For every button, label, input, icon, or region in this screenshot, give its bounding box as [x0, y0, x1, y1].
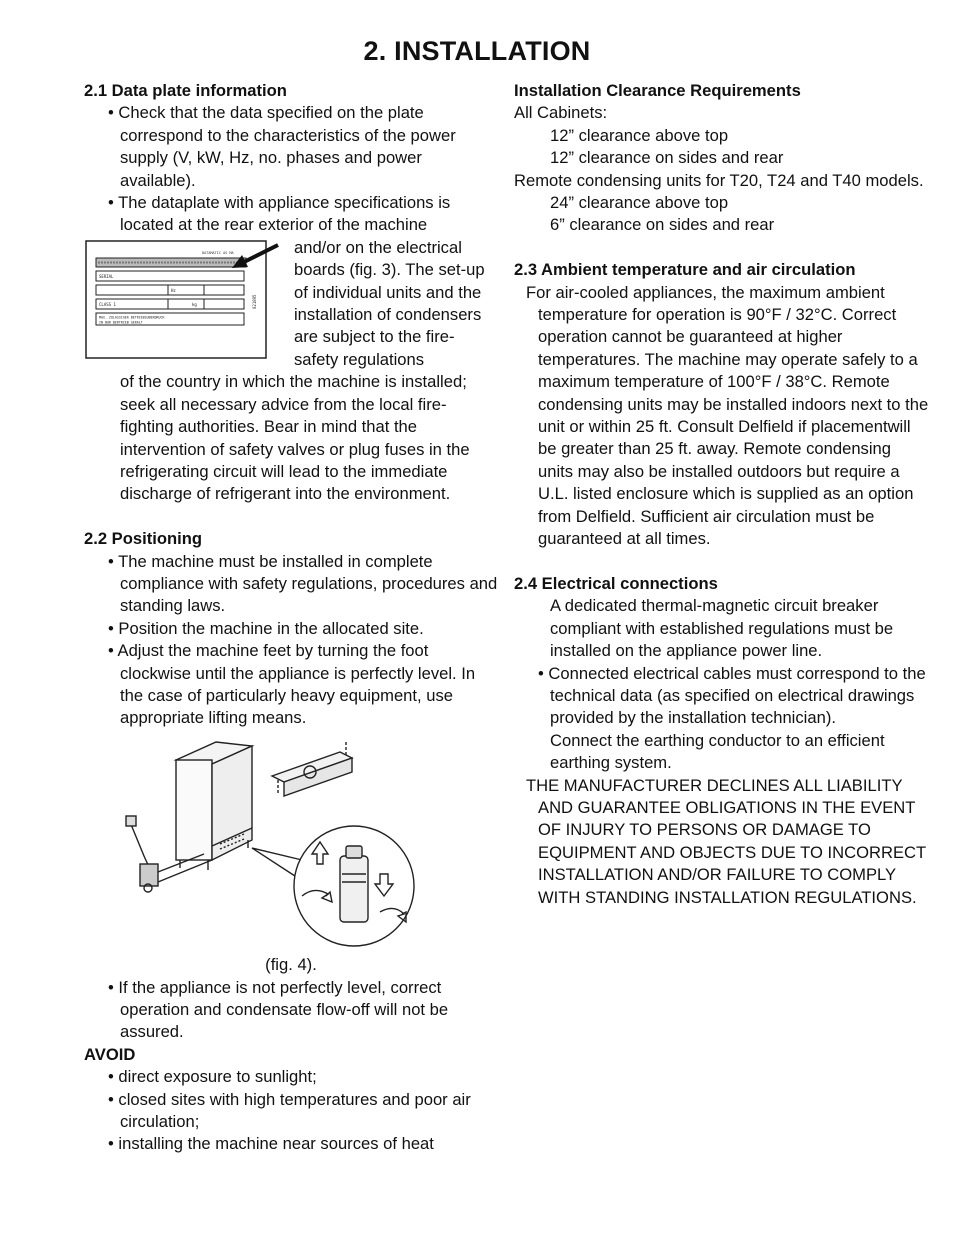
- page-title: 2. INSTALLATION: [363, 36, 591, 66]
- plate-side-code: 021895: [252, 294, 257, 309]
- arrow-icon: [232, 245, 278, 268]
- figure-4: [84, 736, 498, 954]
- plate-footer-line-2: IN BAR BERTRIEB GERALT: [99, 320, 143, 325]
- avoid-item: • installing the machine near sources of heat: [108, 1134, 434, 1154]
- avoid-item: • direct exposure to sunlight;: [108, 1067, 317, 1087]
- left-column: [84, 80, 498, 1156]
- section-2-4-heading: 2.4 Electrical connections: [514, 573, 718, 593]
- electrical-para-1: A dedicated thermal-magnetic circuit breaker compliant with established regulations must be installed on the appliance power line.: [550, 596, 894, 661]
- clearance-heading: Installation Clearance Requirements: [514, 81, 801, 100]
- foot-bracket-drawing: [272, 742, 352, 796]
- clearance-line: 12” clearance above top: [550, 125, 729, 145]
- leveling-illustration: [84, 736, 498, 948]
- section-2-3-heading: 2.3 Ambient temperature and air circulation: [514, 260, 856, 280]
- plate-kg-label: kg: [192, 301, 197, 307]
- electrical-bullet-1: • Connected electrical cables must correspond to the technical data (as specified on electrical drawings provided by the installation technician).: [538, 663, 926, 728]
- clearance-all-cabinets: All Cabinets:: [514, 103, 608, 123]
- data-plate-wrap-block: [84, 237, 498, 506]
- clearance-line: 24” clearance above top: [550, 193, 729, 213]
- plate-hz-label: Hz: [171, 287, 176, 293]
- clearance-line: 12” clearance on sides and rear: [550, 148, 784, 168]
- section-2-2-heading: 2.2 Positioning: [84, 529, 203, 549]
- cabinet-drawing: [176, 742, 252, 870]
- clearance-remote: Remote condensing units for T20, T24 and T40 models.: [514, 170, 924, 190]
- plate-footer-line-1: MAX. ZULASSIGER BETRIEBSUBERDRUCK: [99, 315, 165, 320]
- data-plate-bullet-1: • Check that the data specified on the plate correspond to the characteristics of the power supply (V, kW, Hz, no. phases and power available).: [108, 103, 456, 190]
- ambient-temperature-body: For air-cooled appliances, the maximum ambient temperature for operation is 90°F / 32°C. Correct operation cannot be guaranteed at higher temperatures. The machine may operate safely to a maximum temperature of 100°F / 38°C. Remote condensing units may be installed indoors next to the unit or within 25 ft. Consult Delfield if placementwill be greater than 25 ft. away. Remote condensing units may also be installed outdoors but require a U.L. listed enclosure which is supplied as an option from Delfield. Sufficient air circulation must be guaranteed at all times.: [526, 282, 929, 549]
- plate-serial-label: SERIAL: [99, 273, 114, 279]
- detail-magnifier-drawing: [252, 826, 414, 946]
- data-plate-figure: [84, 239, 294, 363]
- data-plate-bullet-2-lead: • The dataplate with appliance specifications is located at the rear exterior of the machine: [108, 193, 451, 235]
- plate-class-label: CLASS 1: [99, 301, 116, 307]
- plate-brand-text: DATAMATIC AS MA: [202, 250, 234, 255]
- right-column: [514, 80, 929, 909]
- figure-4-caption: (fig. 4).: [265, 955, 317, 975]
- electrical-para-2: Connect the earthing conductor to an efficient earthing system.: [550, 730, 885, 773]
- clearance-line: 6” clearance on sides and rear: [550, 215, 775, 235]
- liability-warning: THE MANUFACTURER DECLINES ALL LIABILITY AND GUARANTEE OBLIGATIONS IN THE EVENT OF INJURY TO PERSONS OR DAMAGE TO EQUIPMENT AND OBJECTS DUE TO INCORRECT INSTALLATION AND/OR FAILURE TO COMPLY WITH STANDING INSTALLATION REGULATIONS.: [526, 775, 926, 907]
- avoid-item: • closed sites with high temperatures and poor air circulation;: [108, 1089, 471, 1132]
- avoid-heading: AVOID: [84, 1044, 136, 1064]
- section-2-1-heading: 2.1 Data plate information: [84, 81, 287, 100]
- positioning-bullet-4: • If the appliance is not perfectly level, correct operation and condensate flow-off will not be assured.: [108, 977, 449, 1042]
- positioning-bullet-3: • Adjust the machine feet by turning the foot clockwise until the appliance is perfectly level. In the case of particularly heavy equipment, use appropriate lifting means.: [108, 641, 476, 728]
- positioning-bullet-1: • The machine must be installed in complete compliance with safety regulations, procedures and standing laws.: [108, 551, 498, 616]
- data-plate-wrap-text: and/or on the electrical boards (fig. 3). The set-up of individual units and the installation of condensers are subject to the fire-safety regulations: [294, 237, 485, 369]
- positioning-bullet-2: • Position the machine in the allocated site.: [108, 618, 424, 638]
- data-plate-bullet-2-rest: of the country in which the machine is installed; seek all necessary advice from the local fire-fighting authorities. Bear in mind that the intervention of safety valves or plug fuses in the refrigerating circuit will lead to the immediate discharge of refrigerant into the environment.: [120, 372, 470, 504]
- data-plate-illustration: [84, 239, 294, 361]
